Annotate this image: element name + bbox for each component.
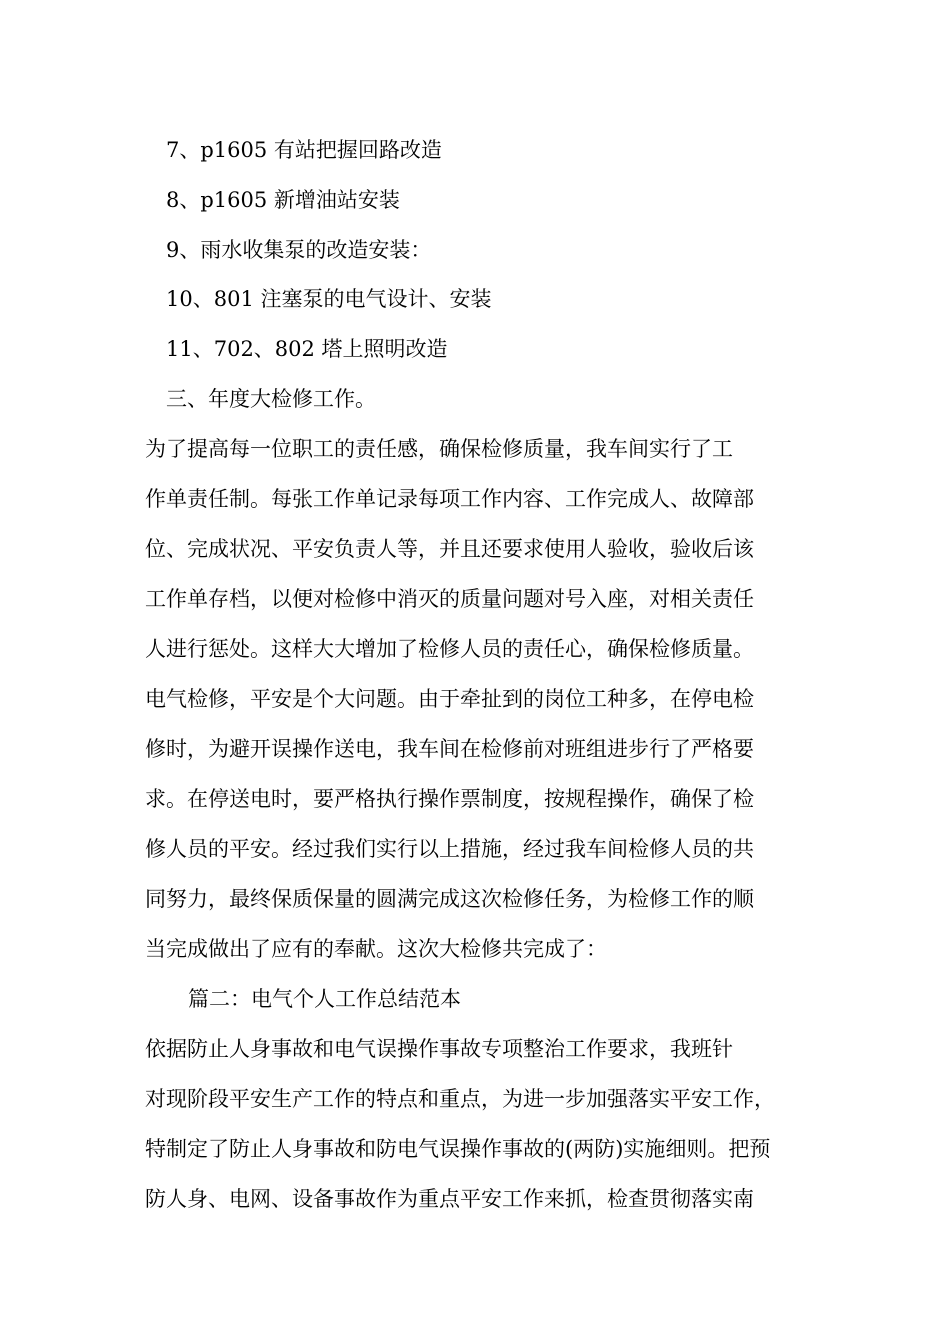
paragraph-line: 人进行惩处。这样大大增加了检修人员的责任心，确保检修质量。 [145,637,754,661]
paragraph-line: 电气检修，平安是个大问题。由于牵扯到的岗位工种多，在停电检 [145,687,754,711]
paragraph-line: 作单责任制。每张工作单记录每项工作内容、工作完成人、故障部 [145,487,754,511]
paragraph-line: 同努力，最终保质保量的圆满完成这次检修任务，为检修工作的顺 [145,887,754,911]
paragraph-line: 为了提高每一位职工的责任感，确保检修质量，我车间实行了工 [145,437,733,461]
paragraph-line: 依据防止人身事故和电气误操作事故专项整治工作要求，我班针 [145,1037,733,1061]
paragraph-line: 当完成做出了应有的奉献。这次大检修共完成了： [145,937,607,961]
list-item: 8、p1605 新增油站安装 [166,188,400,212]
list-item: 10、801 注塞泵的电气设计、安装 [166,287,492,311]
paragraph-line: 防人身、电网、设备事故作为重点平安工作来抓，检查贯彻落实南 [145,1187,754,1211]
list-item: 9、雨水收集泵的改造安装： [166,238,432,262]
paragraph-line: 修时，为避开误操作送电，我车间在检修前对班组进步行了严格要 [145,737,754,761]
list-item: 7、p1605 有站把握回路改造 [166,138,442,162]
paragraph-line: 位、完成状况、平安负责人等，并且还要求使用人验收，验收后该 [145,537,754,561]
paragraph-line: 修人员的平安。经过我们实行以上措施，经过我车间检修人员的共 [145,837,754,861]
paragraph-line: 特制定了防止人身事故和防电气误操作事故的(两防)实施细则。把预 [145,1137,771,1161]
paragraph-line: 对现阶段平安生产工作的特点和重点，为进一步加强落实平安工作， [145,1087,775,1111]
paragraph-line: 求。在停送电时，要严格执行操作票制度，按规程操作，确保了检 [145,787,754,811]
part-heading: 篇二：电气个人工作总结范本 [188,987,461,1011]
section-heading: 三、年度大检修工作。 [166,387,376,411]
list-item: 11、702、802 塔上照明改造 [166,337,448,361]
paragraph-line: 工作单存档，以便对检修中消灭的质量问题对号入座，对相关责任 [145,587,754,611]
